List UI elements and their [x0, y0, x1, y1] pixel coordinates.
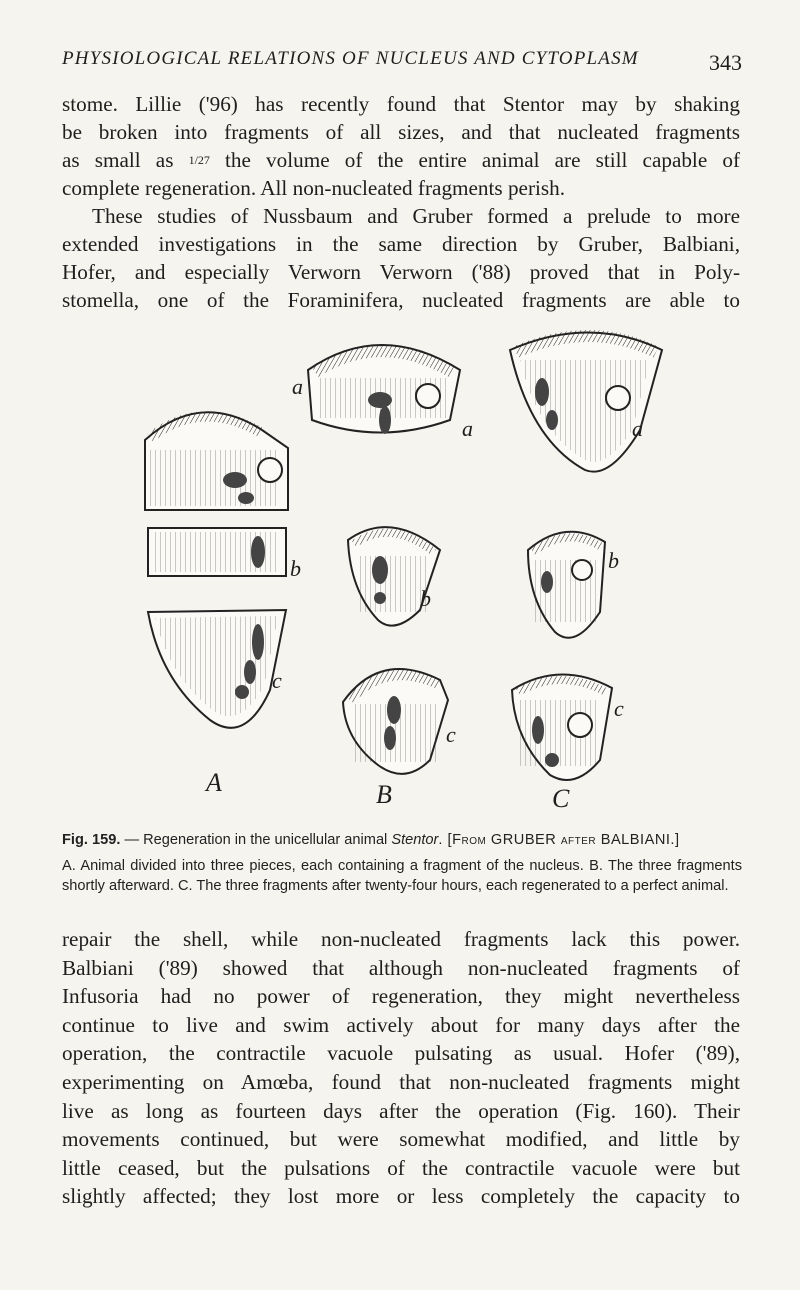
- page-number: 343: [709, 50, 742, 75]
- caption-source: . [From GRUBER after BALBIANI.]: [438, 832, 680, 848]
- text-line: operation, the contractile vacuole pulsating as usual. Hofer ('89),: [62, 1041, 740, 1066]
- label-a-col-C: a: [632, 416, 643, 441]
- figure-caption: [62, 830, 742, 896]
- fragment-c-col-B: [343, 669, 448, 774]
- figure-number: Fig. 159.: [62, 832, 121, 848]
- caption-taxon: Stentor: [391, 832, 439, 848]
- text-line: live as long as fourteen days after the operation (Fig. 160). Their: [62, 1098, 740, 1123]
- text-line: as small as 1/27 the volume of the entire animal are still capable of: [62, 148, 740, 172]
- text-line: repair the shell, while non-nucleated fragments lack this power.: [62, 927, 740, 951]
- label-b-col-B: b: [420, 586, 431, 611]
- text-line: experimenting on Amœba, found that non-nucleated fragments might: [62, 1069, 740, 1094]
- fragment-a-col-C: [510, 333, 662, 472]
- label-B: B: [376, 780, 392, 809]
- fragment-a-col-B: [308, 345, 460, 434]
- label-a-col-B: a: [462, 416, 473, 441]
- label-c-col-B: c: [446, 722, 456, 747]
- text-line: slightly affected; they lost more or less completely the capacity to: [62, 1184, 740, 1209]
- page-header: [62, 44, 742, 84]
- text-line: continue to live and swim actively about for many days after the: [62, 1012, 740, 1037]
- caption-title: Fig. 159. — Regeneration in the unicellular animal Stentor. [From GRUBER after BALBIANI.]: [62, 832, 680, 848]
- text-line: extended investigations in the same direction by Gruber, Balbiani,: [62, 232, 740, 256]
- label-A: A: [206, 768, 222, 797]
- label-b-col-C: b: [608, 548, 619, 573]
- label-c-col-A: c: [272, 668, 282, 693]
- fragment-c-col-A: [148, 610, 286, 728]
- fragment-c-col-C: [512, 674, 612, 780]
- label-b-col-A: b: [290, 556, 301, 581]
- fraction: 1/27: [188, 153, 210, 167]
- text-line: little ceased, but the pulsations of the contractile vacuole were but: [62, 1155, 740, 1180]
- text-line: movements continued, but were somewhat modified, and little by: [62, 1127, 740, 1152]
- caption-body: A. Animal divided into three pieces, each containing a fragment of the nucleus. B. The three fragments shortly afterward. C. The three fragments after twenty-four hours, each regenerated to a perfect animal.: [62, 858, 742, 894]
- label-C: C: [552, 784, 570, 813]
- text-line: Hofer, and especially Verworn Verworn ('88) proved that in Poly-: [62, 260, 740, 284]
- text-line: complete regeneration. All non-nucleated fragments perish.: [62, 176, 566, 200]
- fragment-a-col-A: [145, 412, 288, 510]
- text-line: be broken into fragments of all sizes, and that nucleated fragments: [62, 120, 740, 144]
- text-line: Balbiani ('89) showed that although non-nucleated fragments of: [62, 955, 740, 980]
- figure-stentor-regeneration: [0, 320, 800, 813]
- paragraph-top: [62, 90, 740, 314]
- text-line: stomella, one of the Foraminifera, nucleated fragments are able to: [62, 288, 740, 312]
- fragment-b-col-C: [528, 532, 605, 638]
- running-head: PHYSIOLOGICAL RELATIONS OF NUCLEUS AND CYTOPLASM: [62, 48, 639, 69]
- label-c-col-C: c: [614, 696, 624, 721]
- fragment-b-col-A: [148, 528, 286, 576]
- text-line: stome. Lillie ('96) has recently found that Stentor may by shaking: [62, 92, 740, 116]
- text-line: Infusoria had no power of regeneration, they might nevertheless: [62, 984, 740, 1009]
- label-a-col-A: a: [292, 374, 303, 399]
- paragraph-bottom: [62, 925, 740, 1211]
- text-line: These studies of Nussbaum and Gruber formed a prelude to more: [92, 204, 740, 228]
- stentor-illustration: [0, 320, 800, 810]
